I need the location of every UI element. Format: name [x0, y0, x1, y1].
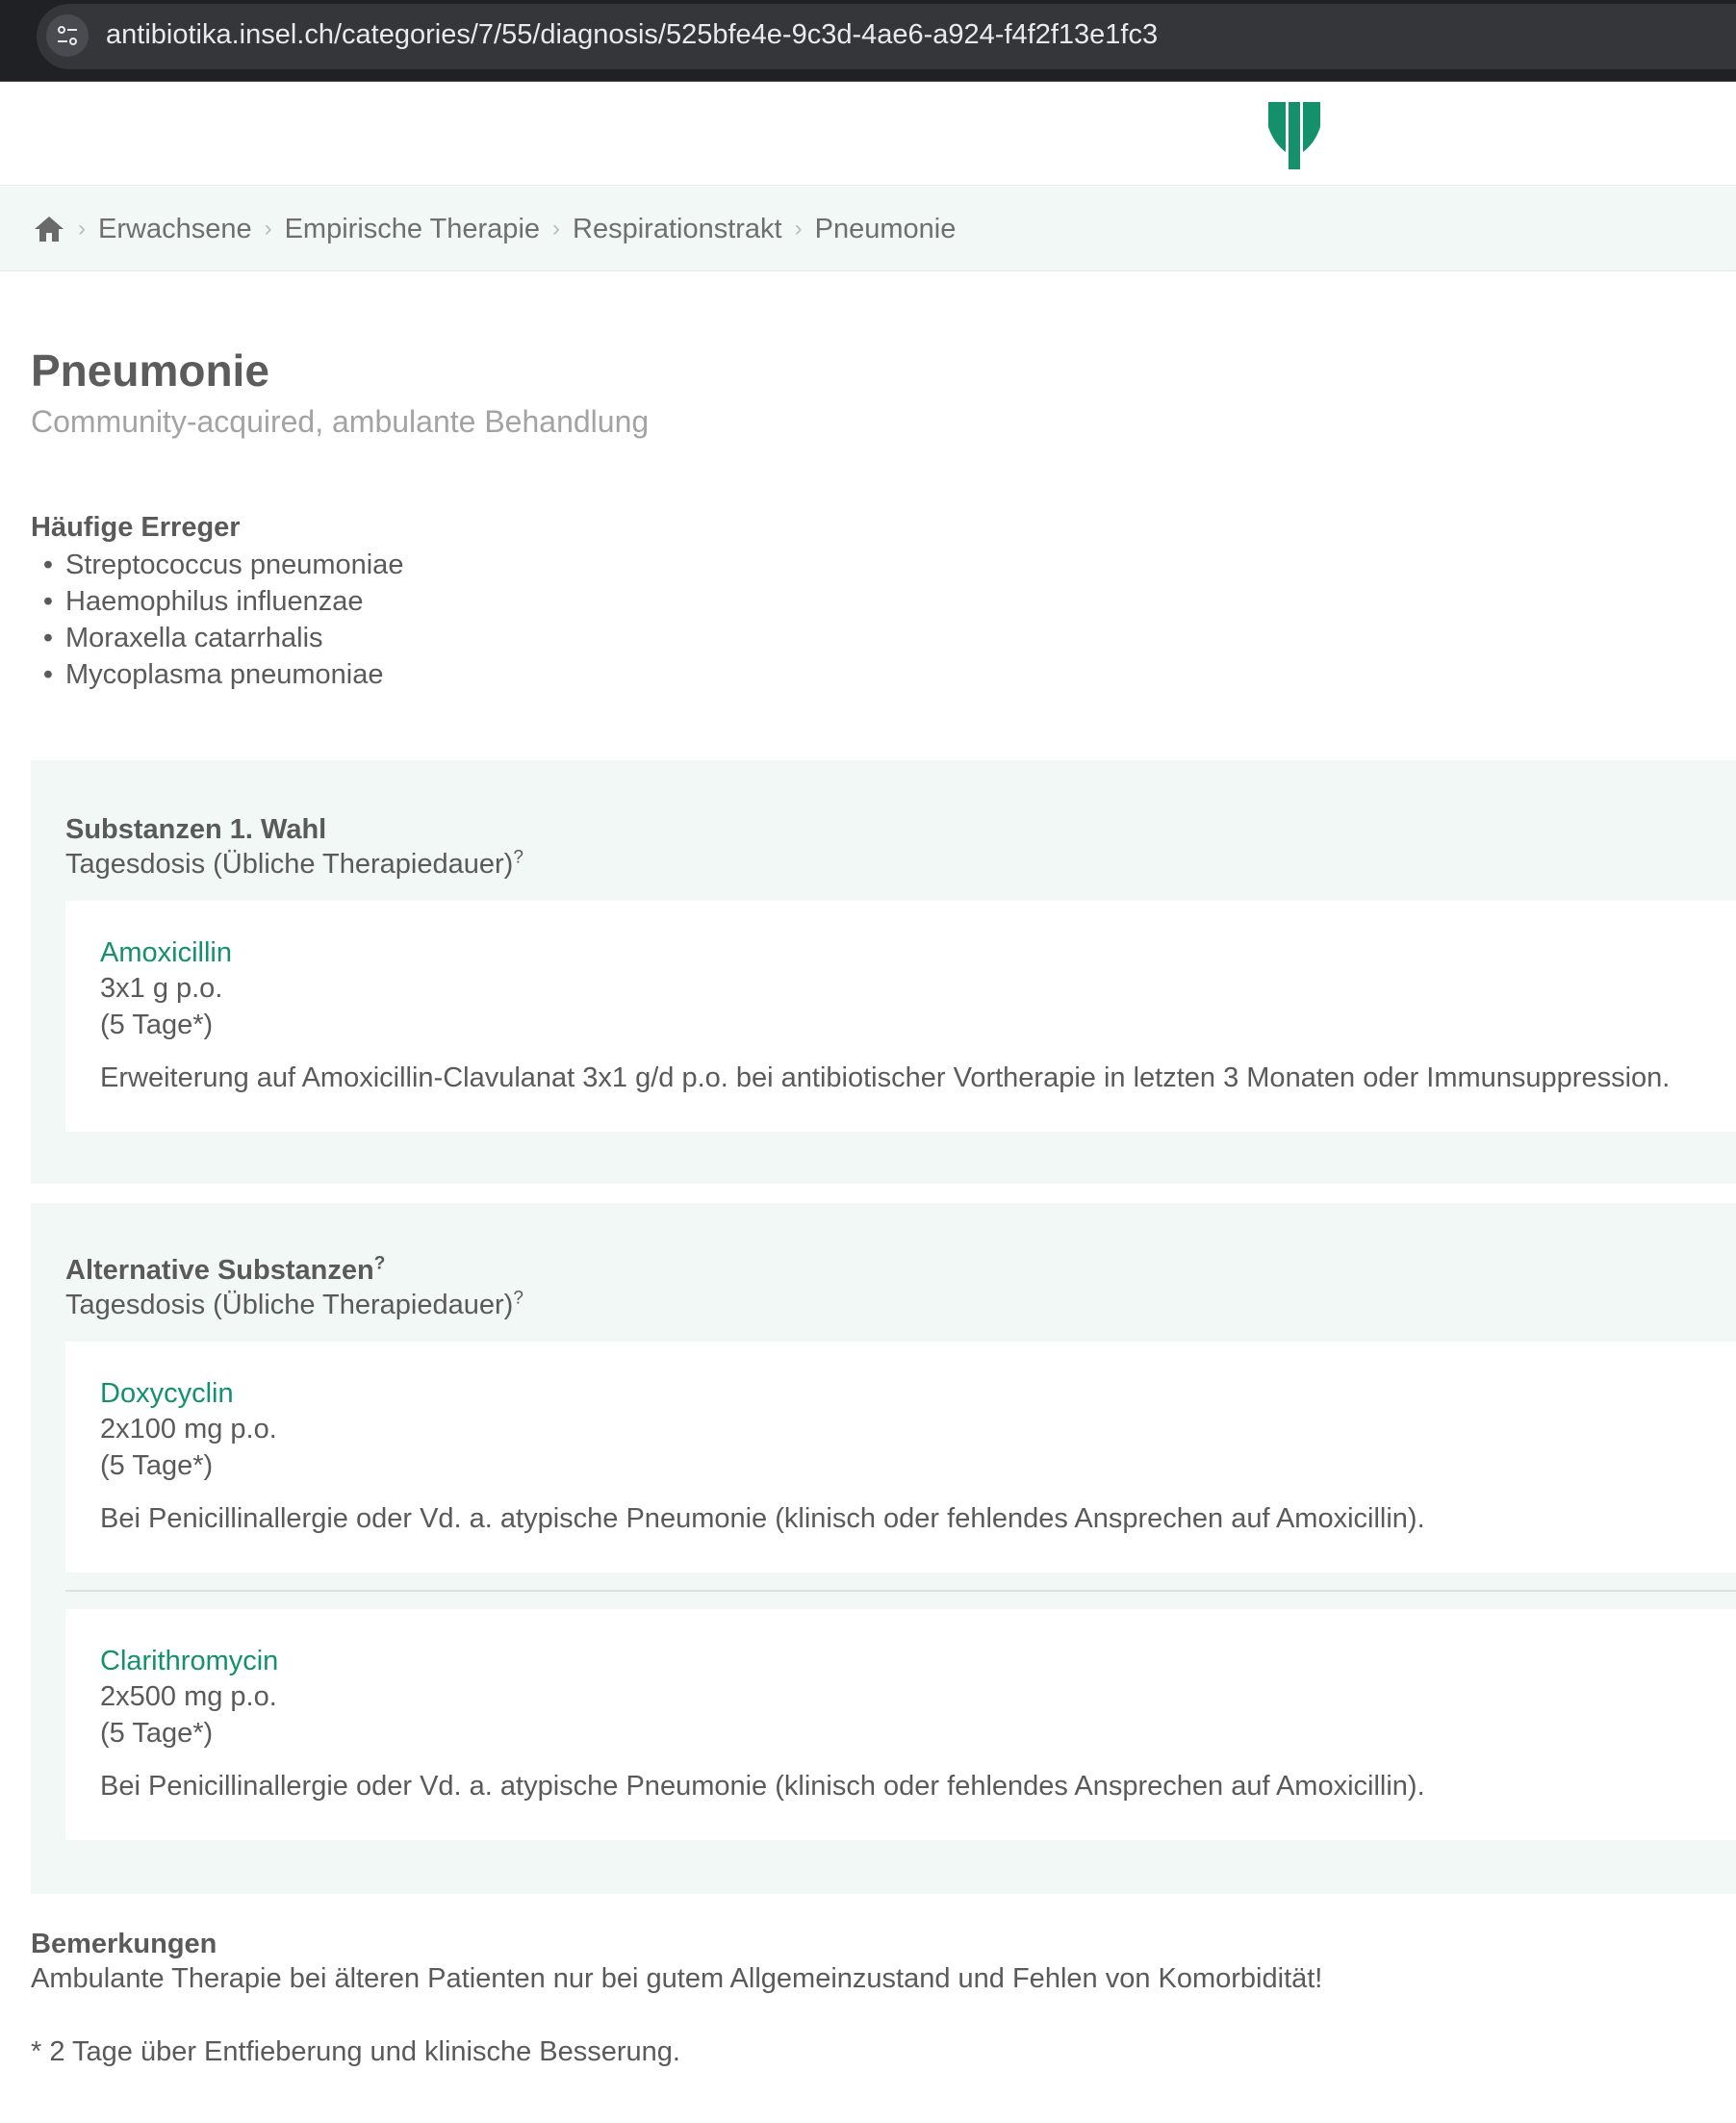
breadcrumb-item-respirationstrakt[interactable]: Respirationstrakt: [573, 213, 782, 244]
breadcrumb-item-pneumonie: Pneumonie: [814, 213, 957, 244]
list-item: • Haemophilus influenzae: [31, 583, 403, 620]
tune-icon[interactable]: [46, 14, 89, 57]
alternatives-subtitle: [65, 1290, 523, 1321]
first-choice-subtitle: [65, 849, 523, 881]
list-item: • Moraxella catarrhalis: [31, 620, 403, 656]
drug-link-doxycyclin[interactable]: Doxycyclin: [100, 1378, 234, 1409]
url-text[interactable]: antibiotika.insel.ch/categories/7/55/diagnosis/525bfe4e-9c3d-4ae6-a924-f4f2f13e1fc3: [106, 19, 1159, 50]
drug-dose: 2x100 mg p.o.: [100, 1414, 277, 1445]
drug-duration: (5 Tage*): [100, 1450, 214, 1481]
drug-link-amoxicillin[interactable]: Amoxicillin: [100, 937, 232, 968]
drug-duration: (5 Tage*): [100, 1718, 214, 1749]
alternatives-title: Alternative Substanzen: [65, 1255, 374, 1286]
breadcrumb: [0, 187, 1736, 271]
drug-card-amoxicillin: [65, 901, 1736, 1132]
remarks-text: Ambulante Therapie bei älteren Patienten nur bei gutem Allgemeinzustand und Fehlen von Komorbidität!: [31, 1963, 1323, 1994]
list-item: • Mycoplasma pneumoniae: [31, 656, 403, 693]
insel-logo-icon[interactable]: [1266, 98, 1322, 169]
chevron-right-icon: ›: [794, 216, 803, 242]
drug-card-doxycyclin: [65, 1342, 1736, 1573]
drug-link-clarithromycin[interactable]: Clarithromycin: [100, 1646, 279, 1676]
first-choice-panel: [31, 760, 1736, 1184]
pathogens-list: [31, 547, 403, 693]
breadcrumb-item-erwachsene[interactable]: Erwachsene: [98, 213, 252, 244]
first-choice-title: Substanzen 1. Wahl: [65, 814, 327, 845]
drug-note: Erweiterung auf Amoxicillin-Clavulanat 3x1 g/d p.o. bei antibiotischer Vortherapie in letzten 3 Monaten oder Immunsuppression.: [100, 1062, 1671, 1093]
drug-note: Bei Penicillinallergie oder Vd. a. atypische Pneumonie (klinisch oder fehlendes Ansprechen auf Amoxicillin).: [100, 1503, 1425, 1534]
browser-address-bar: [0, 0, 1736, 82]
pathogens-title: Häufige Erreger: [31, 512, 241, 543]
alternatives-subtitle-text: Tagesdosis (Übliche Therapiedauer): [65, 1290, 514, 1320]
page-title: Pneumonie: [31, 345, 269, 396]
home-icon[interactable]: [33, 214, 65, 244]
help-mark[interactable]: ?: [373, 1253, 386, 1274]
first-choice-subtitle-text: Tagesdosis (Übliche Therapiedauer): [65, 849, 514, 880]
help-mark[interactable]: ?: [513, 1288, 523, 1309]
help-mark[interactable]: ?: [513, 847, 523, 868]
drug-dose: 2x500 mg p.o.: [100, 1681, 277, 1712]
drug-dose: 3x1 g p.o.: [100, 973, 223, 1004]
remarks-title: Bemerkungen: [31, 1929, 217, 1959]
footnote: * 2 Tage über Entfieberung und klinische Besserung.: [31, 2036, 680, 2067]
alternatives-panel: [31, 1203, 1736, 1894]
chevron-right-icon: ›: [264, 216, 272, 242]
chevron-right-icon: ›: [552, 216, 561, 242]
list-item: • Streptococcus pneumoniae: [31, 547, 403, 583]
drug-duration: (5 Tage*): [100, 1010, 214, 1040]
breadcrumb-item-empirische-therapie[interactable]: Empirische Therapie: [284, 213, 541, 244]
page-subtitle: Community-acquired, ambulante Behandlung: [31, 404, 650, 439]
site-header: [0, 83, 1736, 186]
drug-card-clarithromycin: [65, 1609, 1736, 1840]
divider: [65, 1590, 1736, 1592]
chevron-right-icon: ›: [78, 216, 86, 242]
alternatives-title-row: [65, 1255, 385, 1287]
drug-note: Bei Penicillinallergie oder Vd. a. atypische Pneumonie (klinisch oder fehlendes Ansprechen auf Amoxicillin).: [100, 1771, 1425, 1802]
